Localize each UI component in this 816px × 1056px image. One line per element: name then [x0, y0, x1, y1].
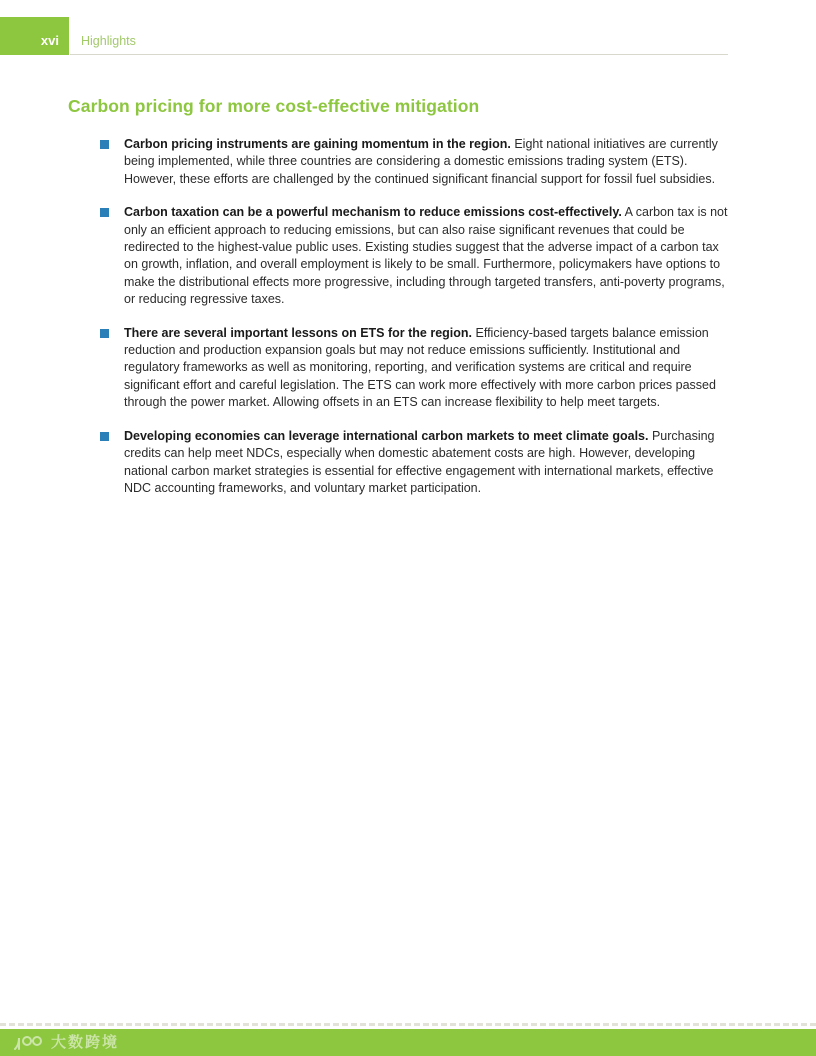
bullet-lead: There are several important lessons on ETS for the region. [124, 325, 473, 340]
bullet-body: A carbon tax is not only an efficient approach to reducing emissions, but can also raise significant revenues that could be redirected to the highest-value public uses. Existing studies suggest that the adverse impact of a carbon tax on growth, inflation, and overall employment is likely to be small. Furthermore, policymakers have options to make the distributional effects more progressive, including through targeted transfers, anti-poverty programs, or reducing regressive taxes. [124, 205, 728, 307]
bullet-lead: Carbon pricing instruments are gaining momentum in the region. [124, 137, 511, 151]
bullet-lead: Developing economies can leverage international carbon markets to meet climate goals. [124, 428, 649, 443]
bullet-body: Efficiency-based targets balance emission reduction and production expansion goals but may not reduce emissions sufficiently. Institutional and regulatory frameworks as well as monitoring, reporting, and verification systems are critical and require significant effort and careful legislation. The ETS can work more effectively with more carbon prices passed through the power market. Allowing offsets in an ETS can increase flexibility to help meet targets. [124, 325, 716, 410]
bullet-square-icon [100, 329, 109, 338]
bullet-body: Eight national initiatives are currently being implemented, while three countries are considering a domestic emissions trading system (ETS). However, these efforts are challenged by the continued significant financial support for fossil fuel subsidies. [124, 137, 718, 186]
watermark-logo-icon [12, 1035, 46, 1051]
bullet-square-icon [100, 208, 109, 217]
running-header-title: Highlights [81, 33, 136, 48]
bullet-square-icon [100, 140, 109, 149]
list-item [68, 325, 728, 412]
watermark-text: 大数跨境 [51, 1034, 120, 1051]
bullet-square-icon [100, 432, 109, 441]
header-rule [70, 54, 728, 55]
page-number: xvi [40, 33, 59, 48]
page-content [68, 96, 728, 513]
running-header [0, 17, 728, 55]
list-item [68, 204, 728, 308]
section-heading: Carbon pricing for more cost-effective mitigation [68, 96, 480, 116]
bullet-lead: Carbon taxation can be a powerful mechanism to reduce emissions cost-effectively. [124, 205, 622, 220]
highlight-list [68, 136, 728, 497]
page-number-box [0, 17, 69, 55]
list-item [68, 136, 728, 188]
watermark [12, 1035, 119, 1051]
footer-dashed-rule [0, 1023, 816, 1026]
list-item [68, 428, 728, 498]
footer-bar [0, 1029, 816, 1056]
bullet-body: Purchasing credits can help meet NDCs, especially when domestic abatement costs are high. However, developing national carbon market strategies is essential for effective engagement with international markets, effective NDC accounting frameworks, and voluntary market participation. [124, 428, 715, 495]
